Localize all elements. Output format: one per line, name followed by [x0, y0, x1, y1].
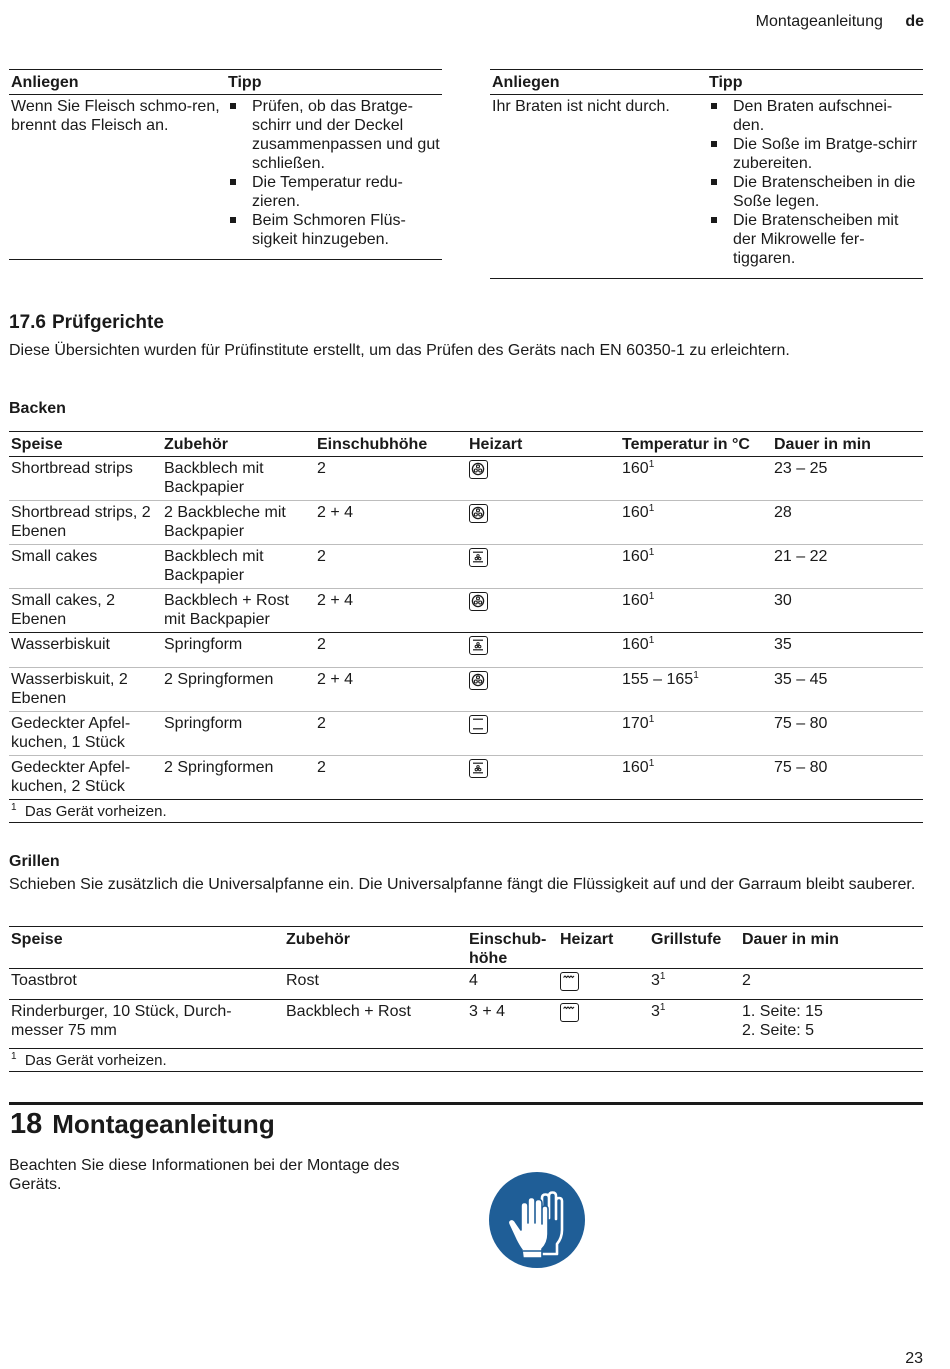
cell-grillstufe: [649, 1000, 740, 1049]
tip-cell: [226, 95, 442, 260]
table-row: [9, 501, 923, 545]
column-header: Speise: [11, 436, 63, 453]
cell-zubehoer: Backblech mit Backpapier: [164, 548, 264, 584]
cell-zubehoer: Backblech + Rost: [286, 1003, 411, 1020]
footnote-mark: 1: [693, 670, 699, 681]
cell-zubehoer: Springform: [164, 636, 243, 653]
hot-air-icon: [469, 671, 488, 690]
column-header: Heizart: [560, 931, 614, 948]
table-row: [9, 969, 923, 1000]
cell-temperatur: [620, 633, 772, 668]
footnote-mark: 1: [648, 635, 655, 646]
cell-dauer: [740, 969, 923, 1000]
table-row: [9, 756, 923, 800]
list-item: Beim Schmoren Flüs-sigkeit hinzugeben.: [228, 211, 440, 249]
backen-table: [9, 431, 923, 823]
grill-level-value: 3: [651, 1003, 660, 1020]
table-row: [9, 95, 442, 260]
table-row: [9, 668, 923, 712]
grillen-intro: Schieben Sie zusätzlich die Universalpfanne ein. Die Universalpfanne fängt die Flüssigkeit auf und der Garraum bleibt sauberer.: [9, 876, 916, 893]
cell-heizart: [467, 668, 620, 712]
section-heading: [9, 313, 164, 332]
page-header: [756, 12, 924, 31]
header-section-title: Montageanleitung: [755, 13, 883, 30]
temperature-value: 160: [622, 548, 649, 565]
cell-einschubhoehe: 2 + 4: [317, 671, 354, 688]
cell-einschubhoehe: 2 + 4: [317, 592, 354, 609]
temperature-value: 160: [622, 759, 649, 776]
column-header: Grillstufe: [651, 931, 722, 948]
list-item: Die Temperatur redu-zieren.: [228, 173, 440, 211]
cell-einschubhoehe: 2: [317, 460, 326, 477]
column-header: Heizart: [469, 436, 523, 453]
grill-icon: [560, 1003, 579, 1022]
tip-list: [709, 97, 921, 268]
chapter-number: 18: [10, 1108, 43, 1140]
cell-speise: Small cakes, 2 Ebenen: [11, 592, 116, 628]
table-row: [9, 457, 923, 501]
footnote-mark: 1: [11, 802, 17, 813]
cell-speise: Wasserbiskuit, 2 Ebenen: [11, 671, 128, 707]
cell-speise: Shortbread strips: [11, 460, 133, 477]
cell-speise: Shortbread strips, 2 Ebenen: [11, 504, 151, 540]
cell-speise: Wasserbiskuit: [11, 636, 110, 653]
list-item: Den Braten aufschnei-den.: [709, 97, 921, 135]
cell-einschubhoehe: 3 + 4: [469, 1003, 506, 1020]
footnote-mark: 1: [11, 1051, 17, 1062]
cell-temperatur: [620, 457, 772, 501]
column-header: Anliegen: [492, 74, 560, 91]
cell-heizart: [467, 589, 620, 633]
cell-dauer: 35 – 45: [774, 671, 828, 688]
cell-einschubhoehe: 2: [317, 759, 326, 776]
cell-temperatur: [620, 712, 772, 756]
cell-dauer: [740, 1000, 923, 1049]
safety-gloves-icon: [489, 1172, 585, 1268]
footnote-mark: 1: [659, 971, 666, 982]
subheading-grillen: Grillen: [9, 853, 60, 870]
cell-dauer: 35: [774, 636, 792, 653]
cell-temperatur: [620, 756, 772, 800]
table-row: [9, 712, 923, 756]
cell-dauer: 23 – 25: [774, 460, 828, 477]
tip-cell: [707, 95, 923, 279]
page-number: 23: [905, 1350, 923, 1367]
section-title: Prüfgerichte: [51, 312, 164, 333]
table-header-row: [9, 432, 923, 457]
temperature-value: 160: [622, 636, 649, 653]
cell-speise: Small cakes: [11, 548, 98, 565]
header-language: de: [905, 13, 924, 30]
temperature-value: 155 – 165: [622, 671, 694, 688]
table-row: [9, 1000, 923, 1049]
column-header: Zubehör: [286, 931, 350, 948]
cell-heizart: [467, 501, 620, 545]
footnote-row: [9, 800, 923, 823]
cell-speise: Toastbrot: [11, 972, 77, 989]
footnote: [9, 800, 923, 823]
hot-air-icon: [469, 460, 488, 479]
hot-air-icon: [469, 504, 488, 523]
cell-zubehoer: Backblech mit Backpapier: [164, 460, 264, 496]
cell-dauer: 30: [774, 592, 792, 609]
chapter-divider: [9, 1102, 923, 1105]
cell-speise: Rinderburger, 10 Stück, Durch-messer 75 mm: [11, 1003, 232, 1039]
column-header: Einschub-höhe: [469, 931, 547, 967]
subheading-backen: Backen: [9, 400, 66, 417]
column-header: Tipp: [709, 74, 743, 91]
table-row: [9, 589, 923, 633]
column-header: Zubehör: [164, 436, 228, 453]
grill-icon: [560, 972, 579, 991]
footnote-text: Das Gerät vorheizen.: [24, 1052, 167, 1069]
cell-zubehoer: Rost: [286, 972, 319, 989]
table-row: [9, 545, 923, 589]
column-header: Dauer in min: [742, 931, 839, 948]
cell-heizart: [467, 756, 620, 800]
cell-heizart: [467, 633, 620, 668]
footnote-mark: 1: [659, 1002, 666, 1013]
cell-dauer: 75 – 80: [774, 759, 828, 776]
hot-air-icon: [469, 592, 488, 611]
footnote-mark: 1: [648, 547, 655, 558]
cell-heizart: [467, 457, 620, 501]
footnote-row: [9, 1049, 923, 1072]
duration-line: 2: [742, 972, 751, 989]
tip-table-header: [9, 70, 442, 95]
column-header: Temperatur in °C: [622, 436, 750, 453]
issue-text: Ihr Braten ist nicht durch.: [492, 98, 670, 115]
column-header: Einschubhöhe: [317, 436, 428, 453]
temperature-value: 160: [622, 504, 649, 521]
section-number: 17.6: [9, 312, 46, 333]
section-intro: Diese Übersichten wurden für Prüfinstitute erstellt, um das Prüfen des Geräts nach EN 60350-1 zu erleichtern.: [9, 342, 790, 359]
top-bottom-heat-icon: [469, 548, 488, 567]
cell-einschubhoehe: 2: [317, 715, 326, 732]
footnote: [9, 1049, 923, 1072]
cell-temperatur: [620, 545, 772, 589]
chapter-intro: Beachten Sie diese Informationen bei der Montage des Geräts.: [9, 1157, 400, 1193]
top-bottom-heat-icon: [469, 636, 488, 655]
cell-zubehoer: Backblech + Rost mit Backpapier: [164, 592, 289, 628]
chapter-heading: [10, 1107, 275, 1141]
cell-heizart: [558, 969, 649, 1000]
cell-zubehoer: Springform: [164, 715, 243, 732]
cell-grillstufe: [649, 969, 740, 1000]
tip-table-right: [490, 69, 923, 279]
list-item: Die Bratenscheiben in die Soße legen.: [709, 173, 921, 211]
grill-level-value: 3: [651, 972, 660, 989]
cell-einschubhoehe: 2: [317, 636, 326, 653]
duration-line: 1. Seite: 15: [742, 1003, 823, 1020]
table-row: [9, 633, 923, 668]
tip-table-header: [490, 70, 923, 95]
cell-dauer: 28: [774, 504, 792, 521]
cell-heizart: [467, 545, 620, 589]
cell-temperatur: [620, 668, 772, 712]
column-header: Dauer in min: [774, 436, 871, 453]
cell-dauer: 75 – 80: [774, 715, 828, 732]
table-header-row: [9, 927, 923, 969]
footnote-mark: 1: [648, 459, 655, 470]
duration-line: 2. Seite: 5: [742, 1022, 815, 1039]
temperature-value: 160: [622, 460, 649, 477]
top-bottom-heat-icon: [469, 759, 488, 778]
issue-text: Wenn Sie Fleisch schmo-ren, brennt das Fleisch an.: [11, 98, 220, 134]
cell-zubehoer: 2 Springformen: [164, 671, 274, 688]
temperature-value: 160: [622, 592, 649, 609]
column-header: Anliegen: [11, 74, 79, 91]
conventional-heat-icon: [469, 715, 488, 734]
cell-einschubhoehe: 2: [317, 548, 326, 565]
temperature-value: 170: [622, 715, 649, 732]
cell-zubehoer: 2 Backbleche mit Backpapier: [164, 504, 286, 540]
cell-temperatur: [620, 501, 772, 545]
cell-einschubhoehe: 4: [469, 972, 478, 989]
list-item: Die Bratenscheiben mit der Mikrowelle fer-tiggaren.: [709, 211, 921, 268]
footnote-mark: 1: [648, 503, 655, 514]
footnote-mark: 1: [648, 591, 655, 602]
cell-heizart: [558, 1000, 649, 1049]
cell-heizart: [467, 712, 620, 756]
cell-speise: Gedeckter Apfel-kuchen, 1 Stück: [11, 715, 131, 751]
footnote-mark: 1: [648, 714, 655, 725]
tip-list: [228, 97, 440, 249]
list-item: Die Soße im Bratge-schirr zubereiten.: [709, 135, 921, 173]
chapter-title: Montageanleitung: [52, 1109, 275, 1139]
tip-table-left: [9, 69, 442, 260]
footnote-mark: 1: [648, 758, 655, 769]
cell-zubehoer: 2 Springformen: [164, 759, 274, 776]
column-header: Speise: [11, 931, 63, 948]
cell-temperatur: [620, 589, 772, 633]
footnote-text: Das Gerät vorheizen.: [24, 803, 167, 820]
grillen-table: [9, 926, 923, 1072]
column-header: Tipp: [228, 74, 262, 91]
table-row: [490, 95, 923, 279]
list-item: Prüfen, ob das Bratge-schirr und der Deckel zusammenpassen und gut schließen.: [228, 97, 440, 173]
cell-einschubhoehe: 2 + 4: [317, 504, 354, 521]
cell-speise: Gedeckter Apfel-kuchen, 2 Stück: [11, 759, 131, 795]
cell-dauer: 21 – 22: [774, 548, 828, 565]
